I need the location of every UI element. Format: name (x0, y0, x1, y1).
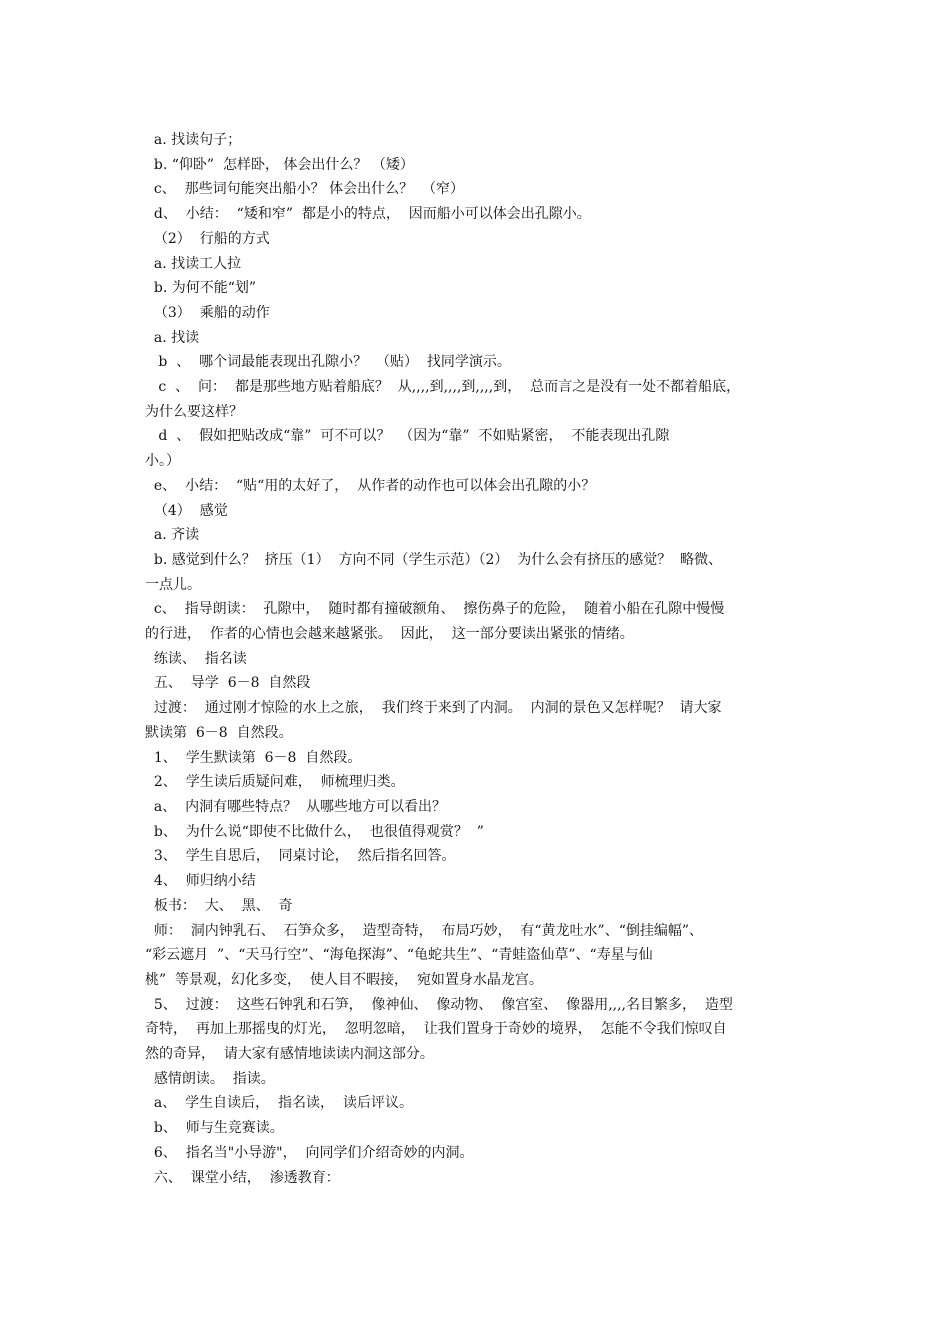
text-line: c、 指导朗读： 孔隙中， 随时都有撞破额角、 擦伤鼻子的危险， 随着小船在孔隙中慢慢 (145, 601, 725, 618)
text-line: a. 找读工人拉 (145, 255, 242, 272)
text-line: 小。） (145, 453, 180, 470)
text-line: 一点儿。 (145, 576, 201, 593)
text-line: b. “仰卧” 怎样卧， 体会出什么？ （矮） (145, 156, 414, 173)
text-line: 师： 洞内钟乳石、 石笋众多， 造型奇特， 布局巧妙， 有“黄龙吐水”、“倒挂编幅”、 (145, 922, 704, 939)
text-line: b. 为何不能“划” (145, 280, 257, 297)
text-line: b、 师与生竞赛读。 (145, 1120, 284, 1137)
text-line: 1、 学生默读第 6－8 自然段。 (145, 749, 362, 766)
text-line: 6、 指名当"小导游"， 向同学们介绍奇妙的内洞。 (145, 1144, 474, 1161)
text-line: d、 小结： “矮和窄” 都是小的特点， 因而船小可以体会出孔隙小。 (145, 206, 591, 223)
text-line: （2） 行船的方式 (145, 230, 270, 247)
text-line: b 、 哪个词最能表现出孔隙小？ （贴） 找同学演示。 (145, 354, 511, 371)
text-line: “彩云遮月 ”、“天马行空”、“海龟探海”、“龟蛇共生”、“青蛙盗仙草”、“寿星与仙 (145, 947, 653, 964)
text-line: 默读第 6－8 自然段。 (145, 724, 293, 741)
text-line: a、 内洞有哪些特点？ 从哪些地方可以看出？ (145, 798, 447, 815)
text-line: 五、 导学 6－8 自然段 (145, 675, 311, 692)
text-line: d 、 假如把贴改成“靠” 可不可以？ （因为“靠” 不如贴紧密， 不能表现出孔隙 (145, 428, 670, 445)
text-line: a、 学生自读后， 指名读， 读后评议。 (145, 1095, 413, 1112)
text-line: 板书： 大、 黑、 奇 (145, 897, 293, 914)
text-line: 六、 课堂小结， 渗透教育： (145, 1169, 340, 1186)
text-line: 练读、 指名读 (145, 650, 247, 667)
text-line: c、 那些词句能突出船小？ 体会出什么？ （窄） (145, 181, 464, 198)
text-line: 感情朗读。 指读。 (145, 1070, 275, 1087)
text-line: a. 找读句子； (145, 132, 242, 148)
text-line: c 、 问： 都是那些地方贴着船底？ 从,,,,到,,,,到,,,,到， 总而言之是没有一处不都着船底， (145, 379, 741, 396)
text-line: 4、 师归纳小结 (145, 873, 256, 890)
text-line: （4） 感觉 (145, 502, 228, 519)
text-line: 过渡： 通过刚才惊险的水上之旅， 我们终于来到了内洞。 内洞的景色又怎样呢？ 请大家 (145, 700, 722, 717)
text-line: b. 感觉到什么？ 挤压（1） 方向不同（学生示范）（2） 为什么会有挤压的感觉？ 略微、 (145, 551, 723, 568)
text-line: a. 齐读 (145, 527, 200, 544)
text-line: 然的奇异， 请大家有感情地读读内洞这部分。 (145, 1046, 434, 1063)
text-line: 奇特， 再加上那摇曳的灯光， 忽明忽暗， 让我们置身于奇妙的境界， 怎能不令我们惊叹自 (145, 1021, 727, 1038)
text-line: a. 找读 (145, 329, 200, 346)
text-line: 为什么要这样？ (145, 403, 243, 420)
text-line: 3、 学生自思后， 同桌讨论， 然后指名回答。 (145, 848, 456, 865)
text-line: e、 小结： “贴“用的太好了， 从作者的动作也可以体会出孔隙的小？ (145, 477, 596, 494)
document-body (145, 128, 810, 1190)
text-line: 2、 学生读后质疑问难， 师梳理归类。 (145, 774, 405, 791)
text-line: （3） 乘船的动作 (145, 304, 270, 321)
text-line: 5、 过渡： 这些石钟乳和石笋， 像神仙、 像动物、 像宫室、 像器用,,,,名目繁多， 造型 (145, 996, 733, 1013)
text-line: 桃” 等景观，幻化多变， 使人目不暇接， 宛如置身水晶龙宫。 (145, 971, 543, 988)
text-line: 的行进， 作者的心情也会越来越紧张。 因此， 这一部分要读出紧张的情绪。 (145, 626, 634, 643)
text-line: b、 为什么说“即使不比做什么， 也很值得观赏？ ” (145, 823, 484, 840)
